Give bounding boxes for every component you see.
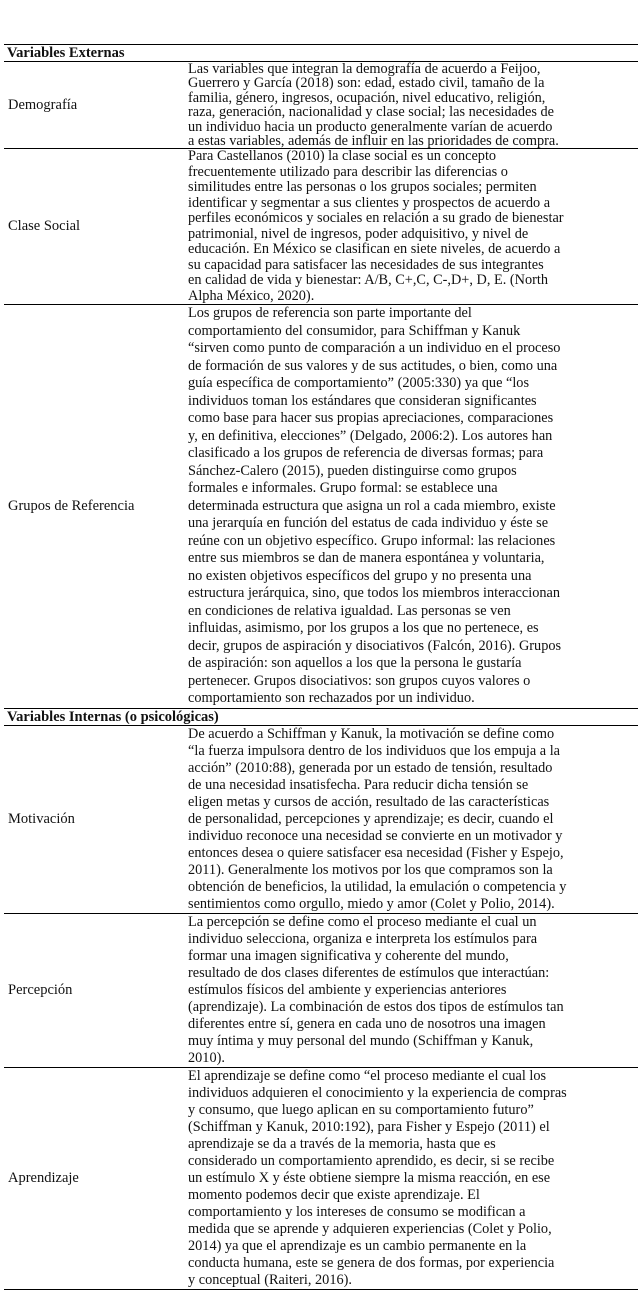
description-line: reúne con un objetivo específico. Grupo informal: las relaciones: [188, 532, 556, 549]
description-line: Los grupos de referencia son parte importante del: [188, 305, 472, 322]
description-line: no existen objetivos específicos del grupo y no presenta una: [188, 567, 532, 584]
description-line: identificar y segmentar a sus clientes y prospectos de acuerdo a: [188, 195, 551, 211]
description-line: comportamiento del consumidor, para Schiffman y Kanuk: [188, 322, 521, 339]
description-line: de personalidad, percepciones y aprendizaje; es decir, cuando el: [188, 810, 554, 827]
description-line: 2010).: [188, 1049, 225, 1066]
variable-description: [188, 305, 638, 708]
description-line: La percepción se define como el proceso mediante el cual un: [188, 913, 537, 930]
description-line: estructura jerárquica, sino, que todos los miembros interaccionan: [188, 585, 560, 602]
description-line: como base para hacer sus propias apreciaciones, comparaciones: [188, 410, 554, 427]
variable-label: Clase Social: [8, 218, 81, 235]
description-line: a estas variables, además de influir en las prioridades de compra.: [188, 134, 559, 149]
description-line: determinada estructura que asigna un rol a cada miembro, existe: [188, 497, 556, 514]
description-line: Guerrero y García (2018) son: edad, estado civil, tamaño de la: [188, 76, 545, 91]
table-row: [4, 914, 638, 1068]
description-line: raza, generación, nacionalidad y clase social; las necesidades de: [188, 105, 554, 120]
description-line: influidas, asimismo, por los grupos a los que no pertenece, es: [188, 620, 539, 637]
description-line: un individuo hacia un producto generalmente varían de acuerdo: [188, 119, 553, 135]
description-line: individuo reconoce una necesidad se convierte en un motivador y: [188, 827, 563, 844]
description-line: educación. En México se clasifican en siete niveles, de acuerdo a: [188, 242, 561, 258]
description-line: estímulos físicos del ambiente y experiencias anteriores: [188, 981, 507, 998]
table-row: [4, 1068, 638, 1290]
variable-description: [188, 1068, 638, 1289]
description-line: su capacidad para satisfacer las necesidades de sus integrantes: [188, 257, 544, 273]
description-line: acción” (2010:88), generada por un estado de tensión, resultado: [188, 759, 553, 776]
variable-label: Aprendizaje: [8, 1169, 79, 1186]
description-line: El aprendizaje se define como “el proceso mediante el cual los: [188, 1067, 547, 1084]
description-line: Las variables que integran la demografía de acuerdo a Feijoo,: [188, 62, 541, 77]
description-line: de aspiración: son aquellos a los que la persona le gustaría: [188, 655, 522, 672]
description-line: Sánchez-Calero (2015), pueden distinguirse como grupos: [188, 462, 517, 479]
description-line: guía específica de comportamiento” (2005:330) ya que “los: [188, 375, 530, 392]
table-row: [4, 726, 638, 914]
description-line: obtención de beneficios, la utilidad, la emulación o competencia y: [188, 878, 567, 895]
description-line: de formación de sus valores y de sus actitudes, o bien, como una: [188, 357, 558, 374]
description-line: familia, género, ingresos, ocupación, nivel educativo, religión,: [188, 90, 546, 106]
section-header: Variables Externas: [4, 45, 638, 62]
description-line: Para Castellanos (2010) la clase social es un concepto: [188, 149, 497, 165]
description-line: conducta humana, este se genera de dos formas, por experiencia: [188, 1254, 555, 1271]
variable-label: Demografía: [8, 96, 78, 113]
description-line: entre sus miembros se dan de manera espontánea y voluntaria,: [188, 550, 545, 567]
description-line: similitudes entre las personas o los grupos sociales; permiten: [188, 180, 537, 196]
description-line: considerado un comportamiento aprendido, es decir, si se recibe: [188, 1152, 555, 1169]
description-line: (Schiffman y Kanuk, 2010:192), para Fisher y Espejo (2011) el: [188, 1118, 550, 1135]
description-line: y consumo, que luego aplican en su comportamiento futuro”: [188, 1101, 534, 1118]
description-line: “la fuerza impulsora dentro de los individuos que los empuja a la: [188, 742, 561, 759]
table-row: [4, 62, 638, 149]
variable-label: Motivación: [8, 810, 75, 827]
description-line: eligen metas y cursos de acción, resultado de las características: [188, 793, 550, 810]
description-line: comportamiento son rechazados por un individuo.: [188, 690, 475, 707]
description-line: diferentes entre sí, genera en cada uno de nosotros una imagen: [188, 1015, 546, 1032]
table-row: [4, 149, 638, 305]
description-line: decir, grupos de aspiración y disociativos (Falcón, 2016). Grupos: [188, 637, 562, 654]
description-line: pertenecer. Grupos disociativos: son grupos cuyos valores o: [188, 672, 531, 689]
description-line: 2014) ya que el aprendizaje es un cambio permanente en la: [188, 1237, 527, 1254]
description-line: individuos toman los estándares que consideran significantes: [188, 392, 537, 409]
description-line: frecuentemente utilizado para describir las diferencias o: [188, 164, 508, 180]
description-line: aprendizaje se da a través de la memoria, hasta que es: [188, 1135, 496, 1152]
description-line: individuo selecciona, organiza e interpreta los estímulos para: [188, 930, 538, 947]
description-line: 2011). Generalmente los motivos por los que compramos son la: [188, 861, 553, 878]
table-row: [4, 305, 638, 709]
description-line: resultado de dos clases diferentes de estímulos que interactúan:: [188, 964, 550, 981]
description-line: entonces desea o quiere satisfacer esa necesidad (Fisher y Espejo,: [188, 844, 564, 861]
description-line: comportamiento y los intereses de consumo se modifican a: [188, 1203, 526, 1220]
description-line: de una necesidad insatisfecha. Para reducir dicha tensión se: [188, 776, 529, 793]
description-line: (aprendizaje). La combinación de estos dos tipos de estímulos tan: [188, 998, 564, 1015]
description-line: “sirven como punto de comparación a un individuo en el proceso: [188, 340, 561, 357]
description-line: De acuerdo a Schiffman y Kanuk, la motivación se define como: [188, 725, 555, 742]
description-line: Alpha México, 2020).: [188, 288, 315, 304]
variable-description: [188, 62, 638, 148]
description-line: formales e informales. Grupo formal: se establece una: [188, 480, 498, 497]
description-line: un estímulo X y éste obtiene siempre la misma reacción, en ese: [188, 1169, 551, 1186]
variables-table: [4, 44, 638, 1290]
description-line: formar una imagen significativa y coherente del mundo,: [188, 947, 509, 964]
description-line: y conceptual (Raiteri, 2016).: [188, 1271, 352, 1288]
description-line: una jerarquía en función del estatus de cada individuo y éste se: [188, 515, 549, 532]
description-line: muy íntima y muy personal del mundo (Schiffman y Kanuk,: [188, 1032, 534, 1049]
description-line: patrimonial, nivel de ingresos, poder adquisitivo, y nivel de: [188, 226, 529, 242]
description-line: y, en definitiva, elecciones” (Delgado, 2006:2). Los autores han: [188, 427, 553, 444]
description-line: momento podemos decir que existe aprendizaje. El: [188, 1186, 480, 1203]
variable-description: [188, 726, 638, 913]
section-header: Variables Internas (o psicológicas): [4, 709, 638, 726]
variable-label: Grupos de Referencia: [8, 498, 135, 515]
description-line: en calidad de vida y bienestar: A/B, C+,C, C-,D+, D, E. (North: [188, 273, 548, 289]
description-line: en condiciones de relativa igualdad. Las personas se ven: [188, 602, 511, 619]
variable-label: Percepción: [8, 981, 73, 998]
description-line: clasificado a los grupos de referencia de diversas formas; para: [188, 445, 544, 462]
description-line: perfiles económicos y sociales en relación a su grado de bienestar: [188, 211, 564, 227]
description-line: individuos adquieren el conocimiento y la experiencia de compras: [188, 1084, 567, 1101]
variable-description: [188, 914, 638, 1067]
description-line: sentimientos como orgullo, miedo y amor (Colet y Polio, 2014).: [188, 895, 555, 912]
variable-description: [188, 149, 638, 304]
description-line: medida que se aprende y adquieren experiencias (Colet y Polio,: [188, 1220, 552, 1237]
